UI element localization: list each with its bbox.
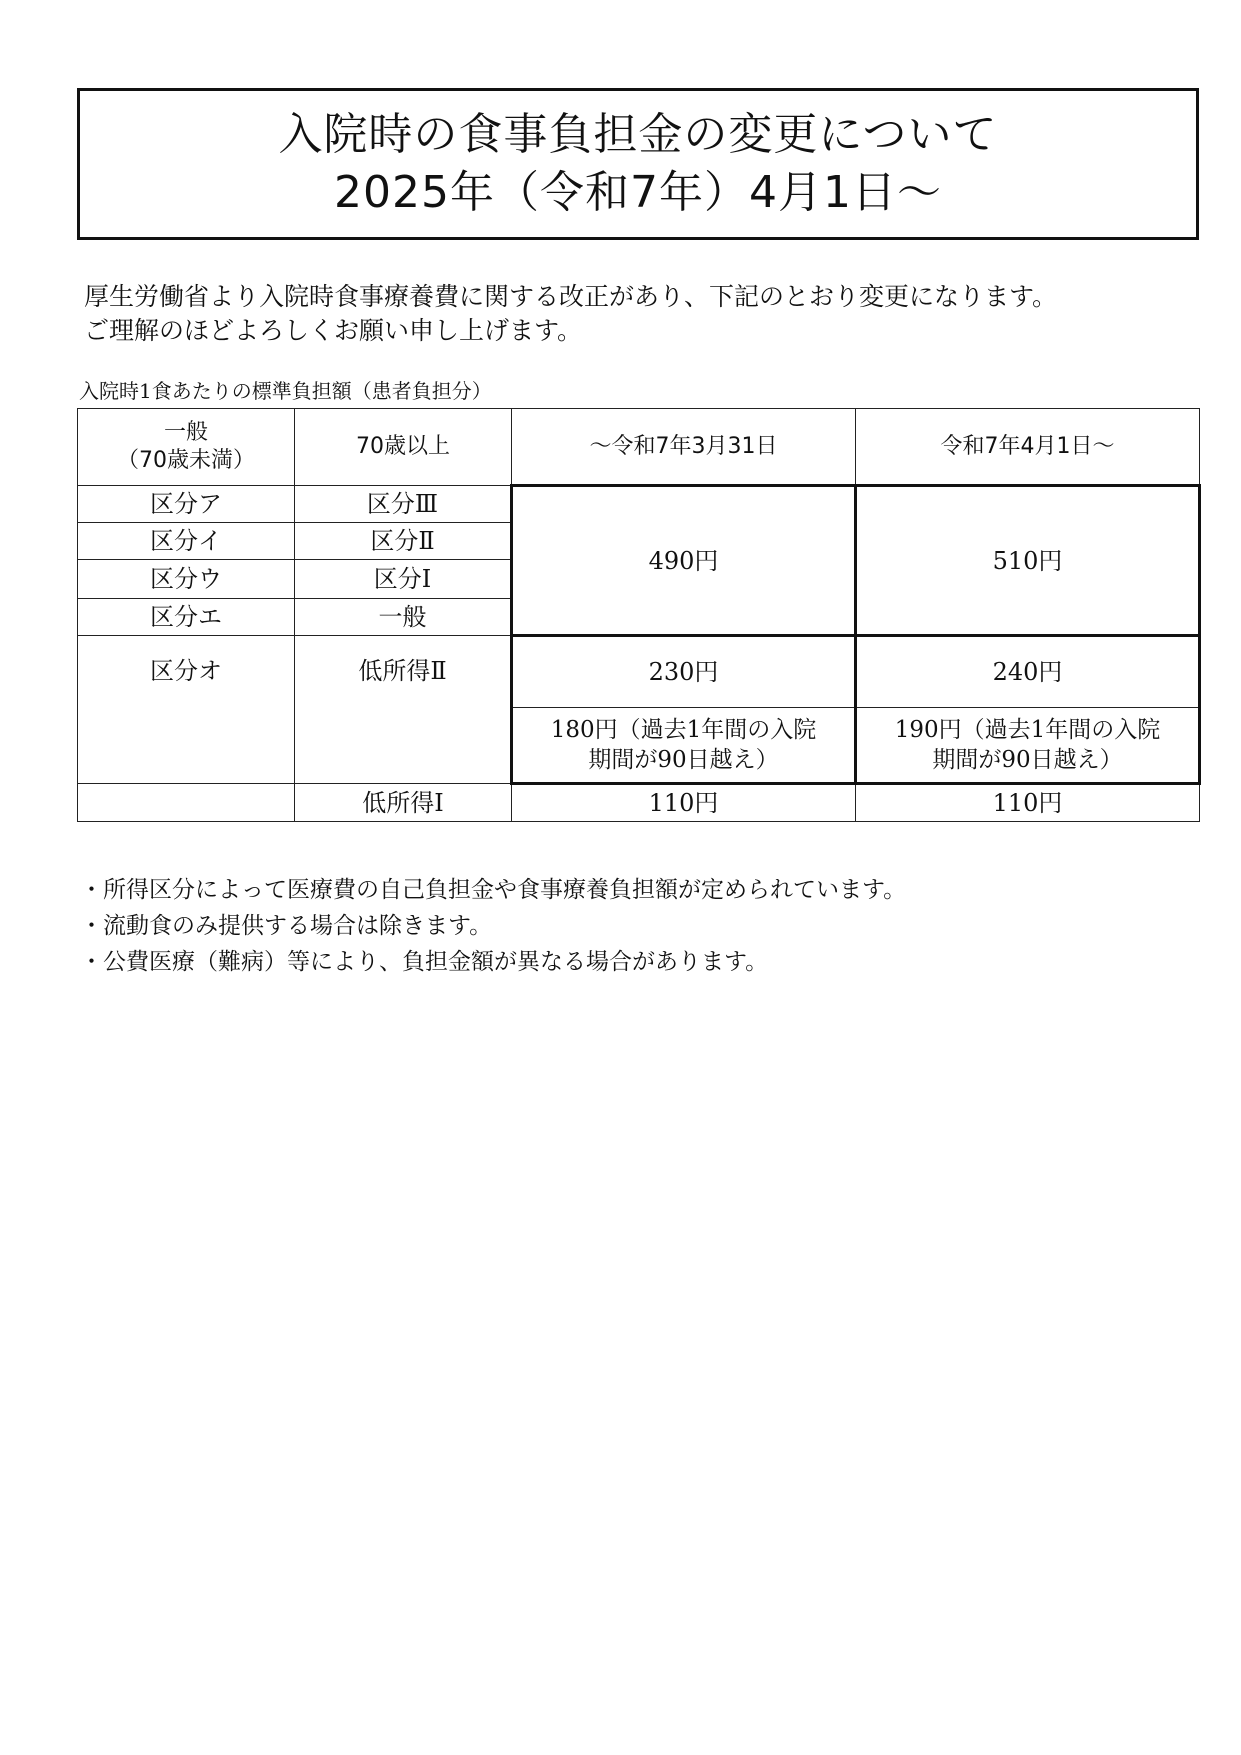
- header-general: [78, 409, 295, 486]
- page-subtitle-date: 2025年（令和7年）4月1日～: [334, 167, 942, 218]
- note-item: ・流動食のみ提供する場合は除きます。: [80, 913, 493, 939]
- intro-paragraph: [84, 280, 1057, 348]
- header-general-label: 一般: [163, 420, 208, 445]
- cell-low1-after: 110円: [856, 784, 1200, 822]
- cell-general: 区分イ: [78, 523, 295, 560]
- note-item: ・所得区分によって医療費の自己負担金や食事療養負担額が定められています。: [80, 877, 907, 903]
- cell-over70: 低所得Ⅰ: [295, 784, 512, 822]
- header-general-age: （70歳未満）: [117, 448, 255, 473]
- notes-list: [80, 872, 906, 980]
- intro-line-2: ご理解のほどよろしくお願い申し上げます。: [84, 316, 583, 345]
- cell-general: 区分エ: [78, 599, 295, 636]
- intro-line-1: 厚生労働省より入院時食事療養費に関する改正があり、下記のとおり変更になります。: [84, 282, 1058, 311]
- cell-general: [78, 784, 295, 822]
- long-stay-before-line-1: 180円（過去1年間の入院: [550, 717, 817, 743]
- cell-over70: 低所得Ⅱ: [295, 636, 512, 784]
- note-item: ・公費医療（難病）等により、負担金額が異なる場合があります。: [80, 949, 769, 975]
- cell-over70: 区分Ⅰ: [295, 560, 512, 599]
- cell-over70: 一般: [295, 599, 512, 636]
- cell-general: 区分オ: [78, 636, 295, 784]
- cell-general: 区分ア: [78, 486, 295, 523]
- cell-over70: 区分Ⅱ: [295, 523, 512, 560]
- table-row: [78, 784, 1200, 822]
- cell-low2-before-long-stay: [512, 708, 856, 784]
- table-caption: 入院時1食あたりの標準負担額（患者負担分）: [79, 379, 492, 403]
- cell-group-after: 510円: [856, 486, 1200, 636]
- long-stay-after-line-2: 期間が90日越え）: [932, 747, 1123, 773]
- table-header-row: [78, 409, 1200, 486]
- table-row: [78, 636, 1200, 708]
- long-stay-after-line-1: 190円（過去1年間の入院: [894, 717, 1161, 743]
- cell-low2-before: 230円: [512, 636, 856, 708]
- cell-over70: 区分Ⅲ: [295, 486, 512, 523]
- cell-general: 区分ウ: [78, 560, 295, 599]
- header-after: 令和7年4月1日～: [856, 409, 1200, 486]
- cell-group-before: 490円: [512, 486, 856, 636]
- title-box: [77, 88, 1199, 240]
- page-title: 入院時の食事負担金の変更について: [278, 109, 998, 160]
- cell-low2-after-long-stay: [856, 708, 1200, 784]
- cell-low1-before: 110円: [512, 784, 856, 822]
- meal-fee-table: [77, 408, 1201, 822]
- cell-low2-after: 240円: [856, 636, 1200, 708]
- table-row: [78, 486, 1200, 523]
- header-before: ～令和7年3月31日: [512, 409, 856, 486]
- long-stay-before-line-2: 期間が90日越え）: [588, 747, 779, 773]
- header-over70: 70歳以上: [295, 409, 512, 486]
